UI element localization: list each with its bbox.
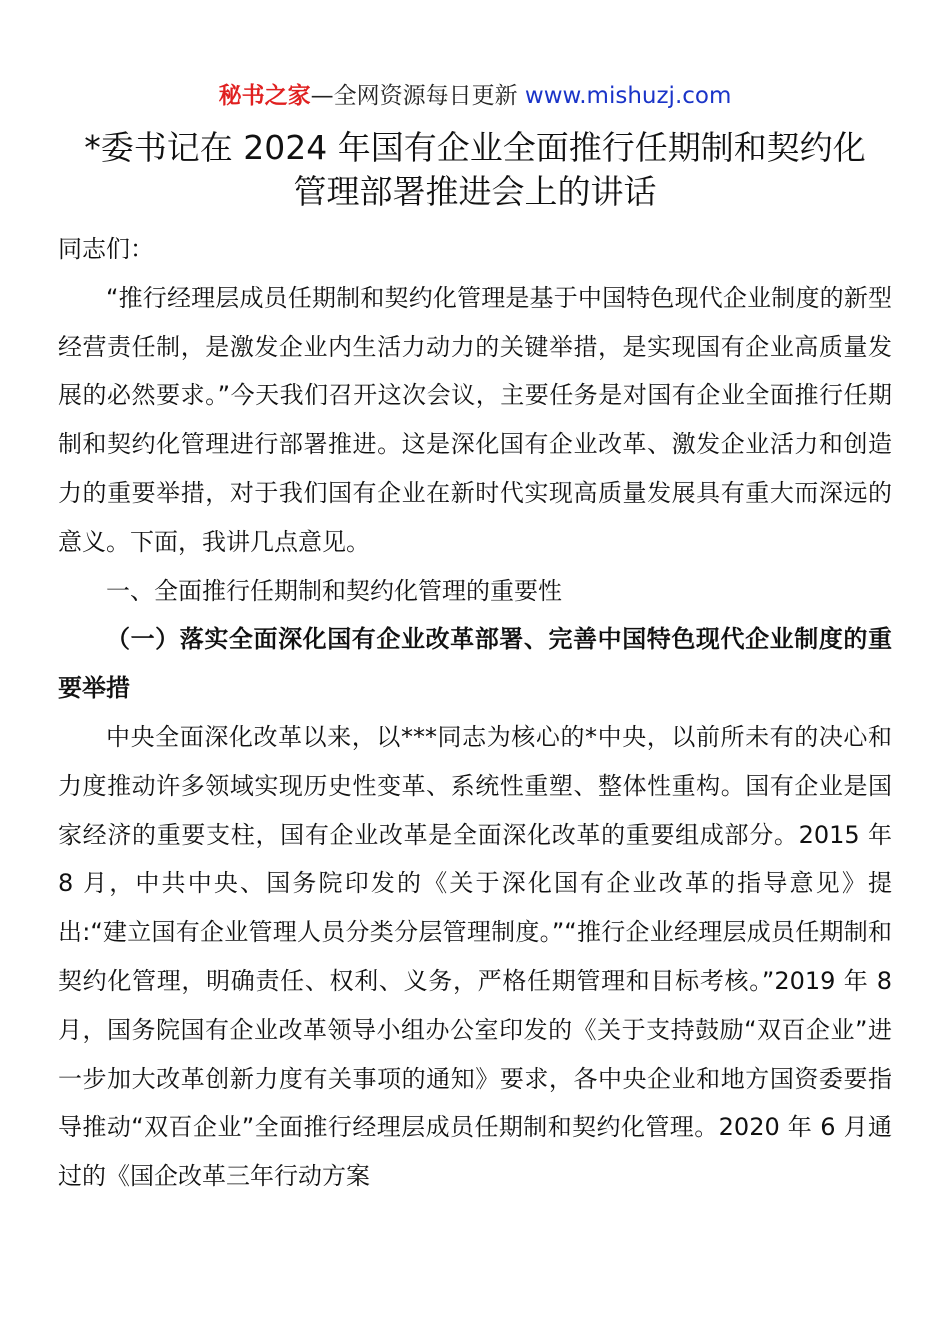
salutation: 同志们： [58,235,154,263]
title-line-2: 管理部署推进会上的讲话 [293,172,657,211]
section-heading: 一、全面推行任期制和契约化管理的重要性 [106,576,562,605]
subsection-heading: （一）落实全面深化国有企业改革部署、完善中国特色现代企业制度的重要举措 [58,625,892,703]
paragraph-intro: “推行经理层成员任期制和契约化管理是基于中国特色现代企业制度的新型经营责任制，是激发企业内生活力动力的关键举措，是实现国有企业高质量发展的必然要求。”今天我们召开这次会议，主要任务是对国有企业全面推行任期制和契约化管理进行部署推进。这是深化国有企业改革、激发企业活力和创造力的重要举措，对于我们国有企业在新时代实现高质量发展具有重大而深远的意义。下面，我讲几点意见。 [58,283,892,556]
paragraph-reform: 中央全面深化改革以来，以***同志为核心的*中央，以前所未有的决心和力度推动许多领域实现历史性变革、系统性重塑、整体性重构。国有企业是国家经济的重要支柱，国有企业改革是全面深化改革的重要组成部分。2015 年 8 月，中共中央、国务院印发的《关于深化国有企业改革的指导意见》提出:“建立国有企业管理人员分类分层管理制度。”“推行企业经理层成员任期制和契约化管理，明确责任、权利、义务，严格任期管理和目标考核。”2019 年 8 月，国务院国有企业改革领导小组办公室印发的《关于支持鼓励“双百企业”进一步加大改革创新力度有关事项的通知》要求，各中央企业和地方国资委要指导推动“双百企业”全面推行经理层成员任期制和契约化管理。2020 年 6 月通过的《国企改革三年行动方案 [58,722,892,1191]
document-body [58,225,892,1201]
title-line-1: *委书记在 2024 年国有企业全面推行任期制和契约化 [84,128,866,167]
brand-name: 秘书之家 [218,83,311,109]
site-url[interactable]: www.mishuzj.com [524,83,732,109]
document-title [58,126,892,214]
site-banner [58,80,892,112]
banner-tagline: —全网资源每日更新 [310,83,525,109]
